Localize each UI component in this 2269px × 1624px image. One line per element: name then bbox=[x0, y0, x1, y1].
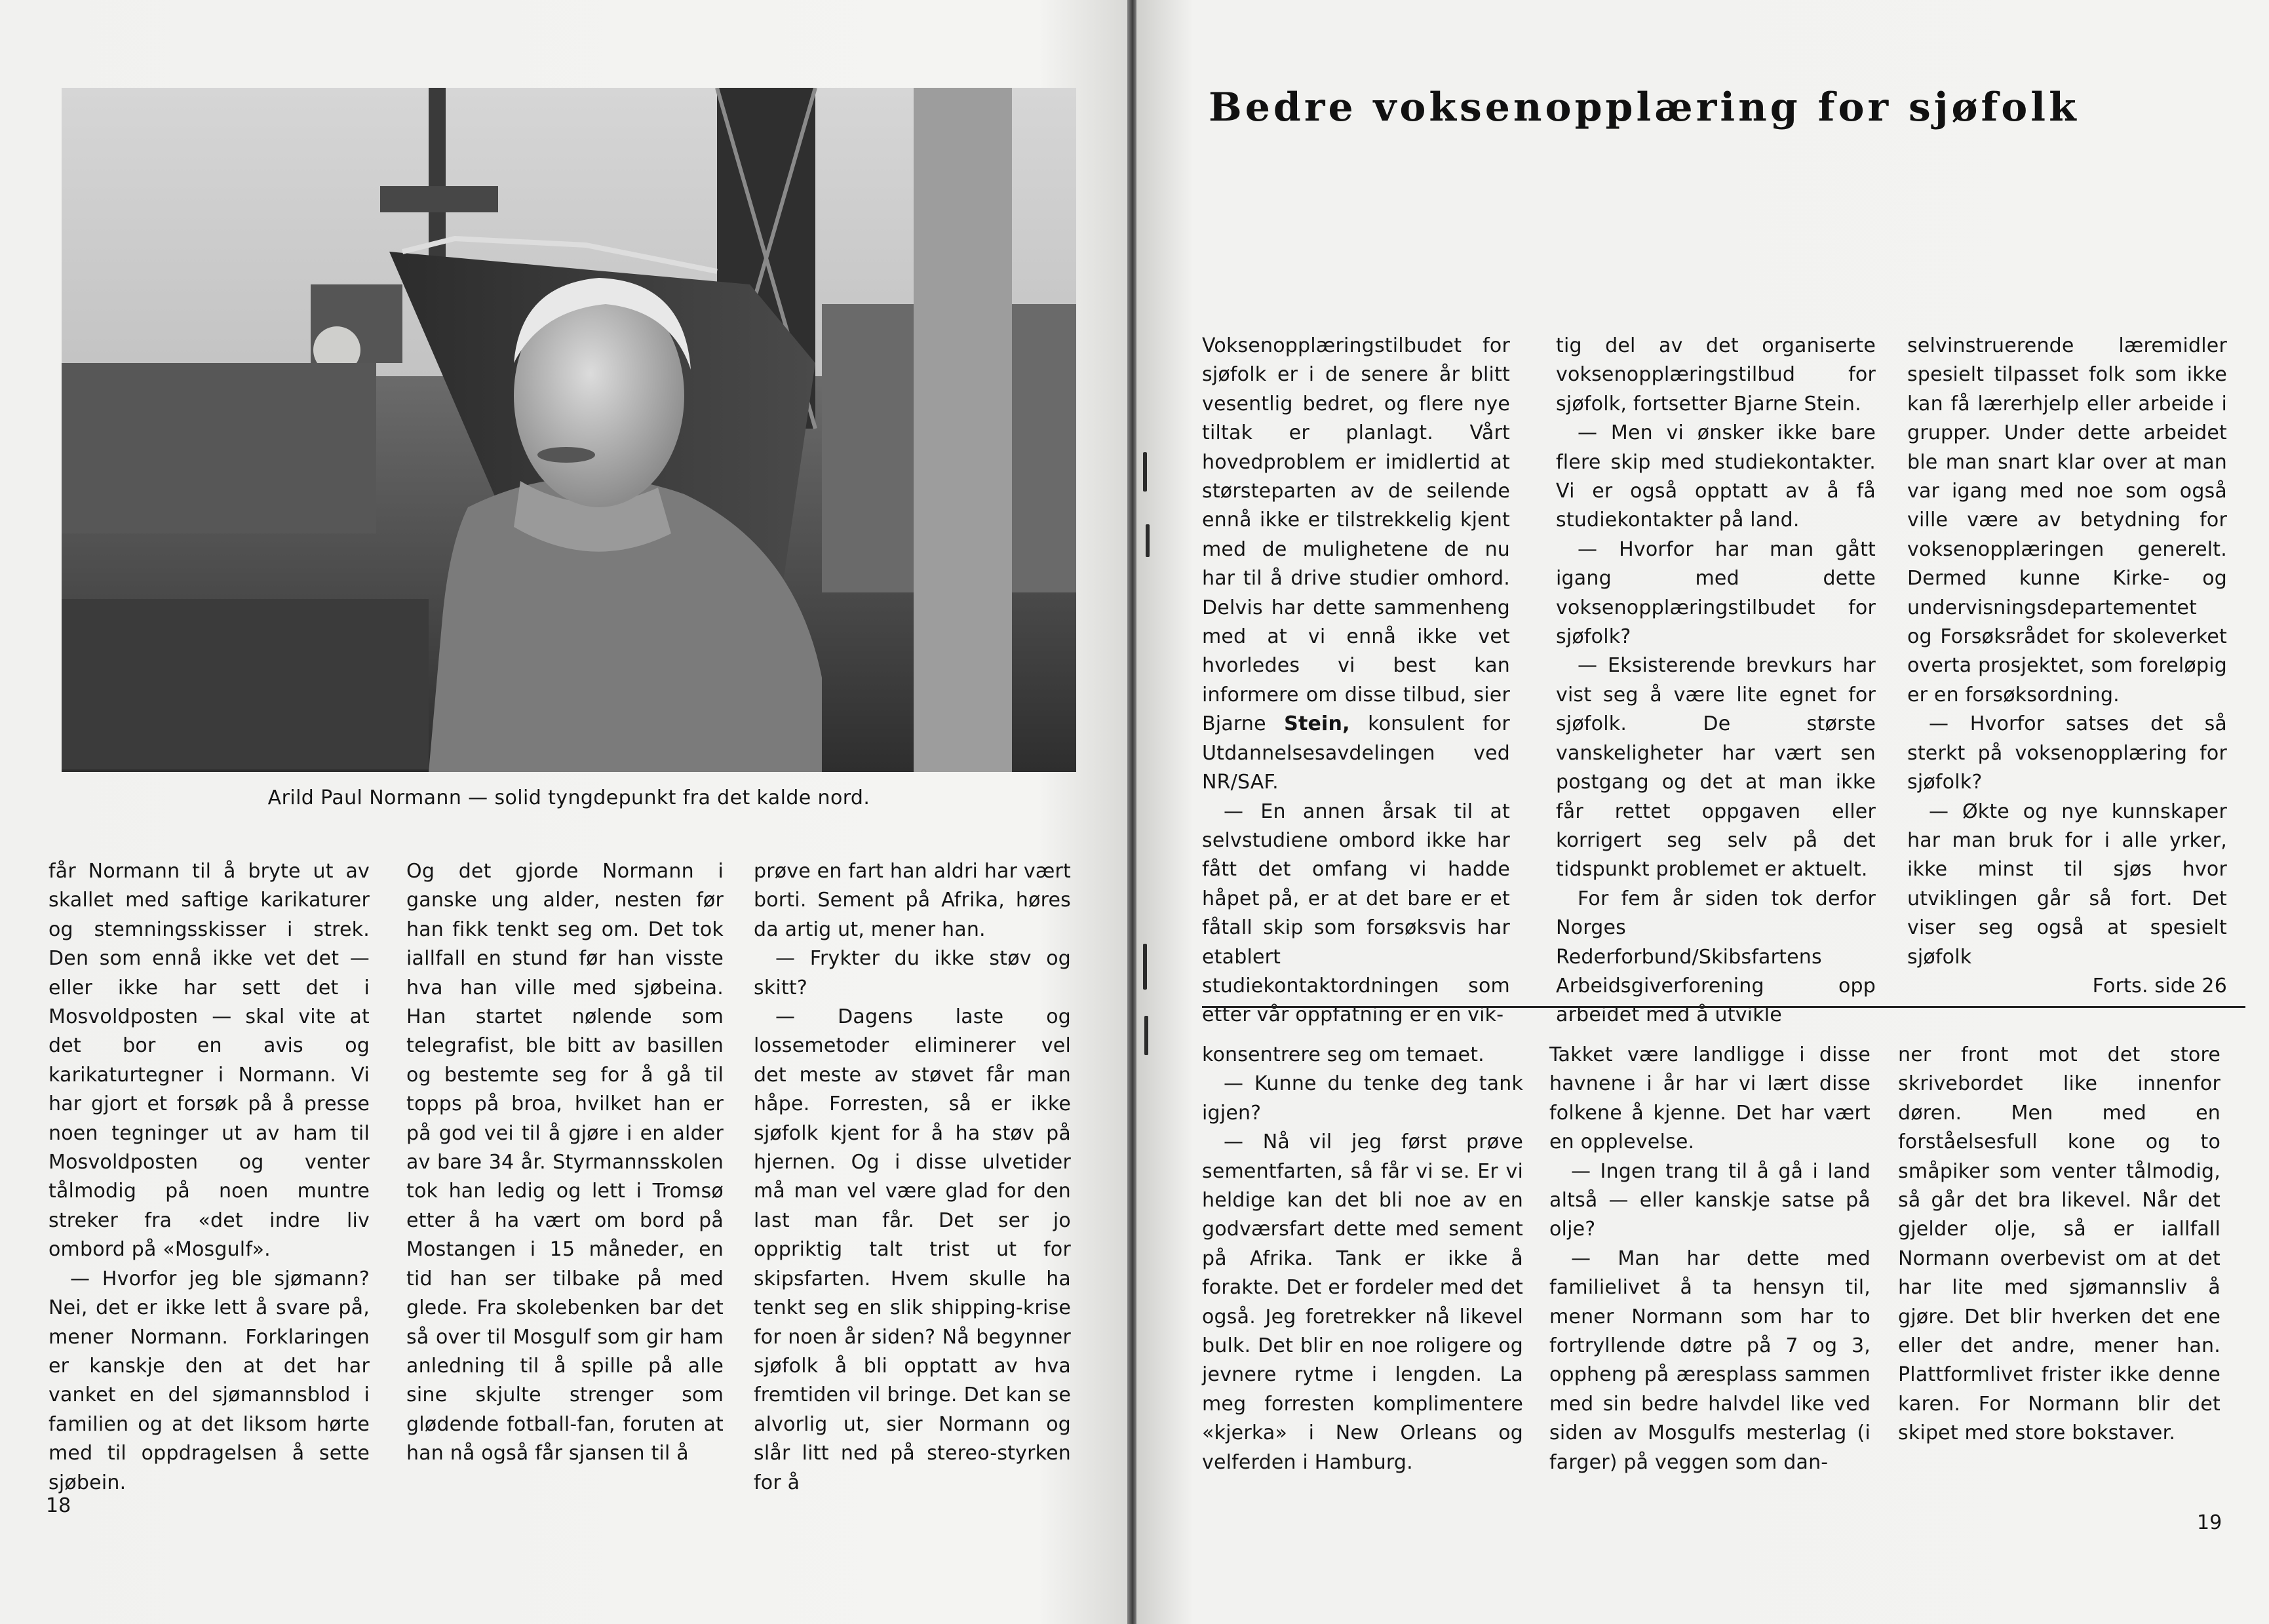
right-lower-column-2 bbox=[1549, 1041, 1871, 1477]
paragraph: får Normann til å bryte ut av skallet med saftige karikaturer og stemningsskisser i strek. Den som ennå ikke vet det — eller ikke har sett det i Mosvoldposten — skal vite at det bor en avis og karikaturtegner i Normann. Vi har gjort et forsøk på å presse noen tegninger ut av ham til Mosvoldposten og venter tålmodig på noen muntre streker fra «det indre liv ombord på «Mosgulf». bbox=[48, 860, 370, 1262]
paragraph: — Frykter du ikke støv og skitt? bbox=[754, 947, 1071, 999]
right-lower-column-1 bbox=[1202, 1041, 1523, 1477]
paragraph: — Hvorfor har man gått igang med dette voksenopplæringstilbudet for sjøfolk? bbox=[1556, 537, 1876, 649]
page-number: 18 bbox=[46, 1494, 71, 1517]
page-number: 19 bbox=[2197, 1511, 2222, 1534]
left-page bbox=[0, 0, 1129, 1624]
paragraph: Takket være landligge i disse havnene i år har vi lært disse folkene å kjenne. Det har vært en opplevelse. bbox=[1549, 1043, 1871, 1154]
paragraph: — Ingen trang til å gå i land altså — eller kanskje satse på olje? bbox=[1549, 1159, 1871, 1241]
text-run: konsulent for Utdannelsesavdelingen ved NR/SAF. bbox=[1202, 712, 1510, 794]
staple-mark bbox=[1144, 1016, 1148, 1055]
paragraph: — Hvorfor jeg ble sjømann? Nei, det er ikke lett å svare på, mener Normann. Forklaringen er kanskje den at det har vanket en del sjømannsblod i familien og at det liksom hørte med til oppdragelsen å sette sjøbein. bbox=[48, 1267, 370, 1494]
paragraph: — Økte og nye kunnskaper har man bruk for i alle yrker, ikke minst til sjøs hvor utviklingen går så fort. Det viser seg også at spesielt sjøfolk bbox=[1907, 800, 2227, 969]
portrait-photo bbox=[62, 88, 1076, 772]
staple-mark bbox=[1143, 452, 1147, 492]
paragraph: Og det gjorde Normann i ganske ung alder, nesten før han fikk tenkt seg om. Det tok iallfall en stund før han visste hva han ville med sjøbeina. Han startet nølende som telegrafist, ble bitt av basillen og bestemte seg for å gå til topps på broa, hvilket han er på god vei til å gjøre i en alder av bare 34 år. Styrmannsskolen tok han ledig og lett i Tromsø etter å ha vært om bord på Mostangen i 15 måneder, en tid han ser tilbake på med glede. Fra skolebenken bar det så over til Mosgulf som gir ham anledning til å spille på alle sine skjulte strenger som glødende fotball-fan, foruten at han nå også får sjansen til å bbox=[406, 860, 724, 1465]
paragraph bbox=[1202, 332, 1510, 798]
paragraph: — Eksisterende brevkurs har vist seg å være lite egnet for sjøfolk. De største vanskeligheter har vært sen postgang og det at man ikke får rettet oppgaven eller korrigert seg selv på det tidspunkt problemet er aktuelt. bbox=[1556, 654, 1876, 881]
paragraph: — Hvorfor satses det så sterkt på voksenopplæring for sjøfolk? bbox=[1907, 712, 2227, 794]
paragraph: prøve en fart han aldri har vært borti. Sement på Afrika, høres da artig ut, mener han. bbox=[754, 860, 1071, 941]
paragraph: ner front mot det store skrivebordet like innenfor døren. Men med en forståelsesfull kone og to småpiker som venter tålmodig, så går det bra likevel. Når det gjelder olje, så er iallfall Normann overbevist om at det har lite med sjømannsliv å gjøre. Det blir hverken det ene eller det andre, mener han. Plattformlivet frister ikke denne karen. For Normann blir det skipet med store bokstaver. bbox=[1898, 1043, 2221, 1445]
paragraph: — Man har dette med familielivet å ta hensyn til, mener Normann som har to fortryllende døtre på 7 og 3, oppheng på æresplass sammen med sin bedre halvdel like ved siden av Mosgulfs mesterlag (i farger) på veggen som dan- bbox=[1549, 1247, 1871, 1474]
left-column-3 bbox=[754, 857, 1071, 1498]
paragraph: — Men vi ønsker ikke bare flere skip med studiekontakter. Vi er også opptatt av å få studiekontakter på land. bbox=[1556, 421, 1876, 532]
paragraph: — Kunne du tenke deg tank igjen? bbox=[1202, 1072, 1523, 1125]
paragraph: — Dagens laste og lossemetoder eliminerer vel det meste av støvet får man håpe. Forresten, så er ikke sjøfolk kjent for å ha støv på hjernen. Og i disse ulvetider må man vel være glad for den last man får. Det ser jo oppriktig talt trist ut for skipsfarten. Hvem skulle ha tenkt seg en slik shipping-krise for noen år siden? Nå begynner sjøfolk å bli opptatt av hva fremtiden vil bringe. Det kan se alvorlig ut, sier Normann og slår litt ned på stereo-styrken for å bbox=[754, 1005, 1071, 1494]
paragraph: tig del av det organiserte voksenopplæringstilbud for sjøfolk, fortsetter Bjarne Stein. bbox=[1556, 334, 1876, 416]
paragraph: konsentrere seg om temaet. bbox=[1202, 1043, 1484, 1066]
left-column-2 bbox=[406, 857, 724, 1469]
paragraph: — En annen årsak til at selvstudiene ombord ikke har fått det omfang vi hadde håpet på, er at det bare er et fåtall skip som forsøksvis har etablert studiekontaktordningen som etter vår oppfatning er en vik- bbox=[1202, 800, 1510, 1027]
left-column-1 bbox=[48, 857, 370, 1498]
staple-mark bbox=[1143, 944, 1147, 990]
continued-note: Forts. side 26 bbox=[2092, 974, 2227, 997]
paragraph: — Nå vil jeg først prøve sementfarten, så får vi se. Er vi heldige kan det bli noe av en godværsfart dette med sement på Afrika. Tank er ikke å forakte. Det er fordeler med det også. Jeg foretrekker nå likevel bulk. Det blir en noe roligere og jevnere rytme i lengden. La meg forresten komplimentere «kjerka» i New Orleans og velferden i Hamburg. bbox=[1202, 1131, 1523, 1474]
right-lower-column-3 bbox=[1898, 1041, 2221, 1448]
right-page bbox=[1136, 0, 2269, 1624]
article-title: Bedre voksenopplæring for sjøfolk bbox=[1209, 85, 2080, 130]
section-divider bbox=[1202, 1006, 2245, 1008]
right-upper-column-1 bbox=[1202, 332, 1510, 1030]
paragraph: selvinstruerende læremidler spesielt tilpasset folk som ikke kan få lærerhjelp eller arbeide i grupper. Under dette arbeidet ble man snart klar over at man var igang med noe som også ville være av betydning for voksenopplæringen generelt. Dermed kunne Kirke- og undervisningsdepartementet og Forsøksrådet for skoleverket overta prosjektet, som foreløpig er en forsøksordning. bbox=[1907, 334, 2227, 706]
right-upper-column-3 bbox=[1907, 332, 2227, 1001]
paragraph: For fem år siden tok derfor Norges Rederforbund/Skibsfartens Arbeidsgiverforening opp arbeidet med å utvikle bbox=[1556, 887, 1876, 1027]
text-run: Voksenopplæringstilbudet for sjøfolk er i de senere år blitt vesentlig bedret, og flere nye tiltak er planlagt. Vårt hovedproblem er imidlertid at størsteparten av de seilende ennå ikke er tilstrekkelig kjent med de mulighetene de nu har til å drive studier omhord. Delvis har dette sammenheng med at vi ennå ikke vet hvorledes vi best kan informere om disse tilbud, sier Bjarne bbox=[1202, 334, 1510, 736]
bold-name: Stein, bbox=[1284, 712, 1350, 736]
photo-portrait-man-shipyard-icon bbox=[62, 88, 1076, 772]
right-upper-column-2 bbox=[1556, 332, 1876, 1030]
photo-caption: Arild Paul Normann — solid tyngdepunkt fra det kalde nord. bbox=[267, 786, 870, 809]
staple-mark bbox=[1146, 524, 1150, 557]
